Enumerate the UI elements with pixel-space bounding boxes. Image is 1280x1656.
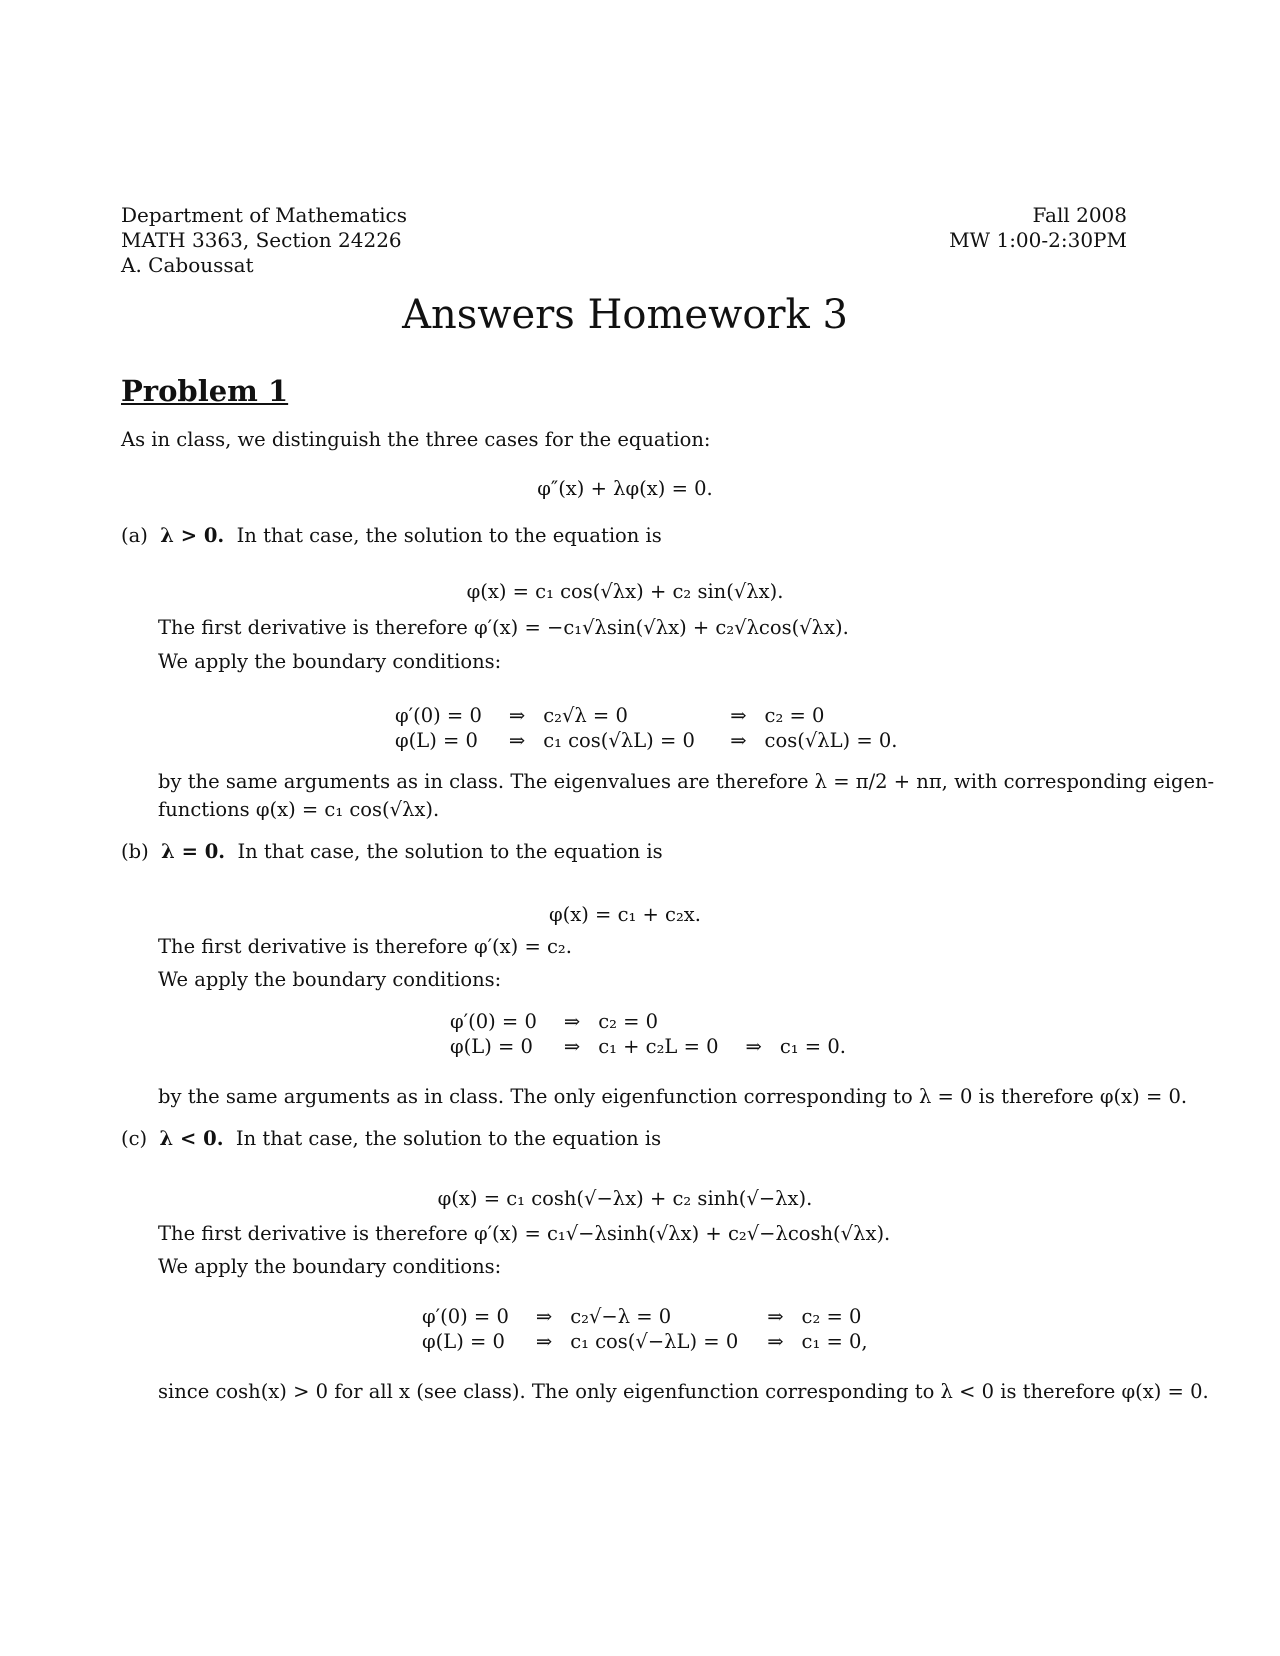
bc-row (422, 1305, 877, 1330)
case-c-lead: In that case, the solution to the equation is (235, 1127, 662, 1150)
implies-symbol: ⇒ (563, 1010, 581, 1033)
implies-symbol: ⇒ (508, 704, 526, 727)
term: Fall 2008 (1032, 203, 1127, 227)
case-a-derivative: The first derivative is therefore φ′(x) = −c₁√λsin(√λx) + c₂√λcos(√λx). (158, 616, 849, 639)
bc-row (450, 1035, 855, 1060)
bc-right: c₁ = 0. (779, 1035, 846, 1058)
case-b-derivative: The first derivative is therefore φ′(x) = c₂. (158, 935, 572, 958)
case-c-derivative: The first derivative is therefore φ′(x) = c₁√−λsinh(√λx) + c₂√−λcosh(√λx). (158, 1222, 891, 1245)
bc-left: φ′(0) = 0 (395, 704, 482, 727)
bc-row (395, 704, 907, 729)
department: Department of Mathematics (121, 203, 408, 227)
bc-mid: c₂√λ = 0 (543, 704, 628, 727)
case-b-line (121, 840, 663, 863)
bc-mid: c₂√−λ = 0 (570, 1305, 672, 1328)
implies-symbol: ⇒ (767, 1330, 784, 1353)
instructor: A. Caboussat (121, 253, 254, 277)
case-a-apply: We apply the boundary conditions: (158, 650, 502, 673)
implies-symbol: ⇒ (535, 1330, 553, 1353)
bc-left: φ′(0) = 0 (450, 1010, 537, 1033)
bc-mid: c₁ cos(√−λL) = 0 (570, 1330, 739, 1353)
case-b-condition: λ = 0. (161, 840, 226, 863)
implies-symbol: ⇒ (508, 729, 526, 752)
case-c-label: (c) (121, 1127, 148, 1150)
bc-mid: c₁ + c₂L = 0 (598, 1035, 719, 1058)
bc-mid: c₁ cos(√λL) = 0 (543, 729, 695, 752)
implies-symbol: ⇒ (535, 1305, 553, 1328)
case-a-label: (a) (121, 524, 148, 547)
case-b-label: (b) (121, 840, 149, 863)
bc-row (450, 1010, 855, 1035)
implies-symbol (728, 1010, 780, 1035)
case-b-boundary-table (450, 1010, 855, 1060)
case-a-boundary-table (395, 704, 907, 754)
bc-left: φ(L) = 0 (395, 729, 478, 752)
schedule: MW 1:00-2:30PM (949, 228, 1127, 252)
case-c-apply: We apply the boundary conditions: (158, 1255, 502, 1278)
case-a-line (121, 524, 662, 547)
bc-right: c₂ = 0 (801, 1305, 862, 1328)
case-a-conclusion-2: functions φ(x) = c₁ cos(√λx). (158, 798, 440, 821)
case-c-boundary-table (422, 1305, 877, 1355)
case-b-lead: In that case, the solution to the equation is (237, 840, 663, 863)
case-b-conclusion: by the same arguments as in class. The only eigenfunction corresponding to λ = 0 is therefore φ(x) = 0. (158, 1085, 1188, 1108)
problem-heading: Problem 1 (121, 374, 289, 408)
intro-text: As in class, we distinguish the three cases for the equation: (121, 428, 711, 451)
bc-right: c₁ = 0, (801, 1330, 868, 1353)
bc-right: c₂ = 0 (764, 704, 825, 727)
implies-symbol: ⇒ (563, 1035, 581, 1058)
implies-symbol: ⇒ (767, 1305, 784, 1328)
course-section: MATH 3363, Section 24226 (121, 228, 402, 252)
implies-symbol: ⇒ (730, 704, 747, 727)
header-left (121, 203, 407, 278)
case-c-conclusion: since cosh(x) > 0 for all x (see class). The only eigenfunction corresponding to λ < 0 is therefore φ(x) = 0. (158, 1380, 1209, 1403)
bc-left: φ′(0) = 0 (422, 1305, 509, 1328)
main-equation: φ″(x) + λφ(x) = 0. (537, 477, 713, 500)
bc-right (780, 1010, 855, 1035)
case-b-apply: We apply the boundary conditions: (158, 968, 502, 991)
bc-left: φ(L) = 0 (422, 1330, 505, 1353)
bc-mid: c₂ = 0 (598, 1010, 659, 1033)
header-right (949, 203, 1127, 253)
implies-symbol: ⇒ (730, 729, 747, 752)
bc-row (422, 1330, 877, 1355)
bc-row (395, 729, 907, 754)
case-a-condition: λ > 0. (160, 524, 225, 547)
implies-symbol: ⇒ (745, 1035, 762, 1058)
bc-left: φ(L) = 0 (450, 1035, 533, 1058)
case-c-solution: φ(x) = c₁ cosh(√−λx) + c₂ sinh(√−λx). (437, 1187, 813, 1210)
case-a-solution: φ(x) = c₁ cos(√λx) + c₂ sin(√λx). (466, 580, 784, 603)
page-title: Answers Homework 3 (402, 292, 848, 338)
case-a-conclusion-1: by the same arguments as in class. The eigenvalues are therefore λ = π/2 + nπ, with corresponding eigen- (158, 770, 1215, 793)
case-a-lead: In that case, the solution to the equation is (236, 524, 662, 547)
case-c-line (121, 1127, 661, 1150)
case-c-condition: λ < 0. (159, 1127, 224, 1150)
case-b-solution: φ(x) = c₁ + c₂x. (548, 903, 701, 926)
bc-right: cos(√λL) = 0. (764, 729, 898, 752)
